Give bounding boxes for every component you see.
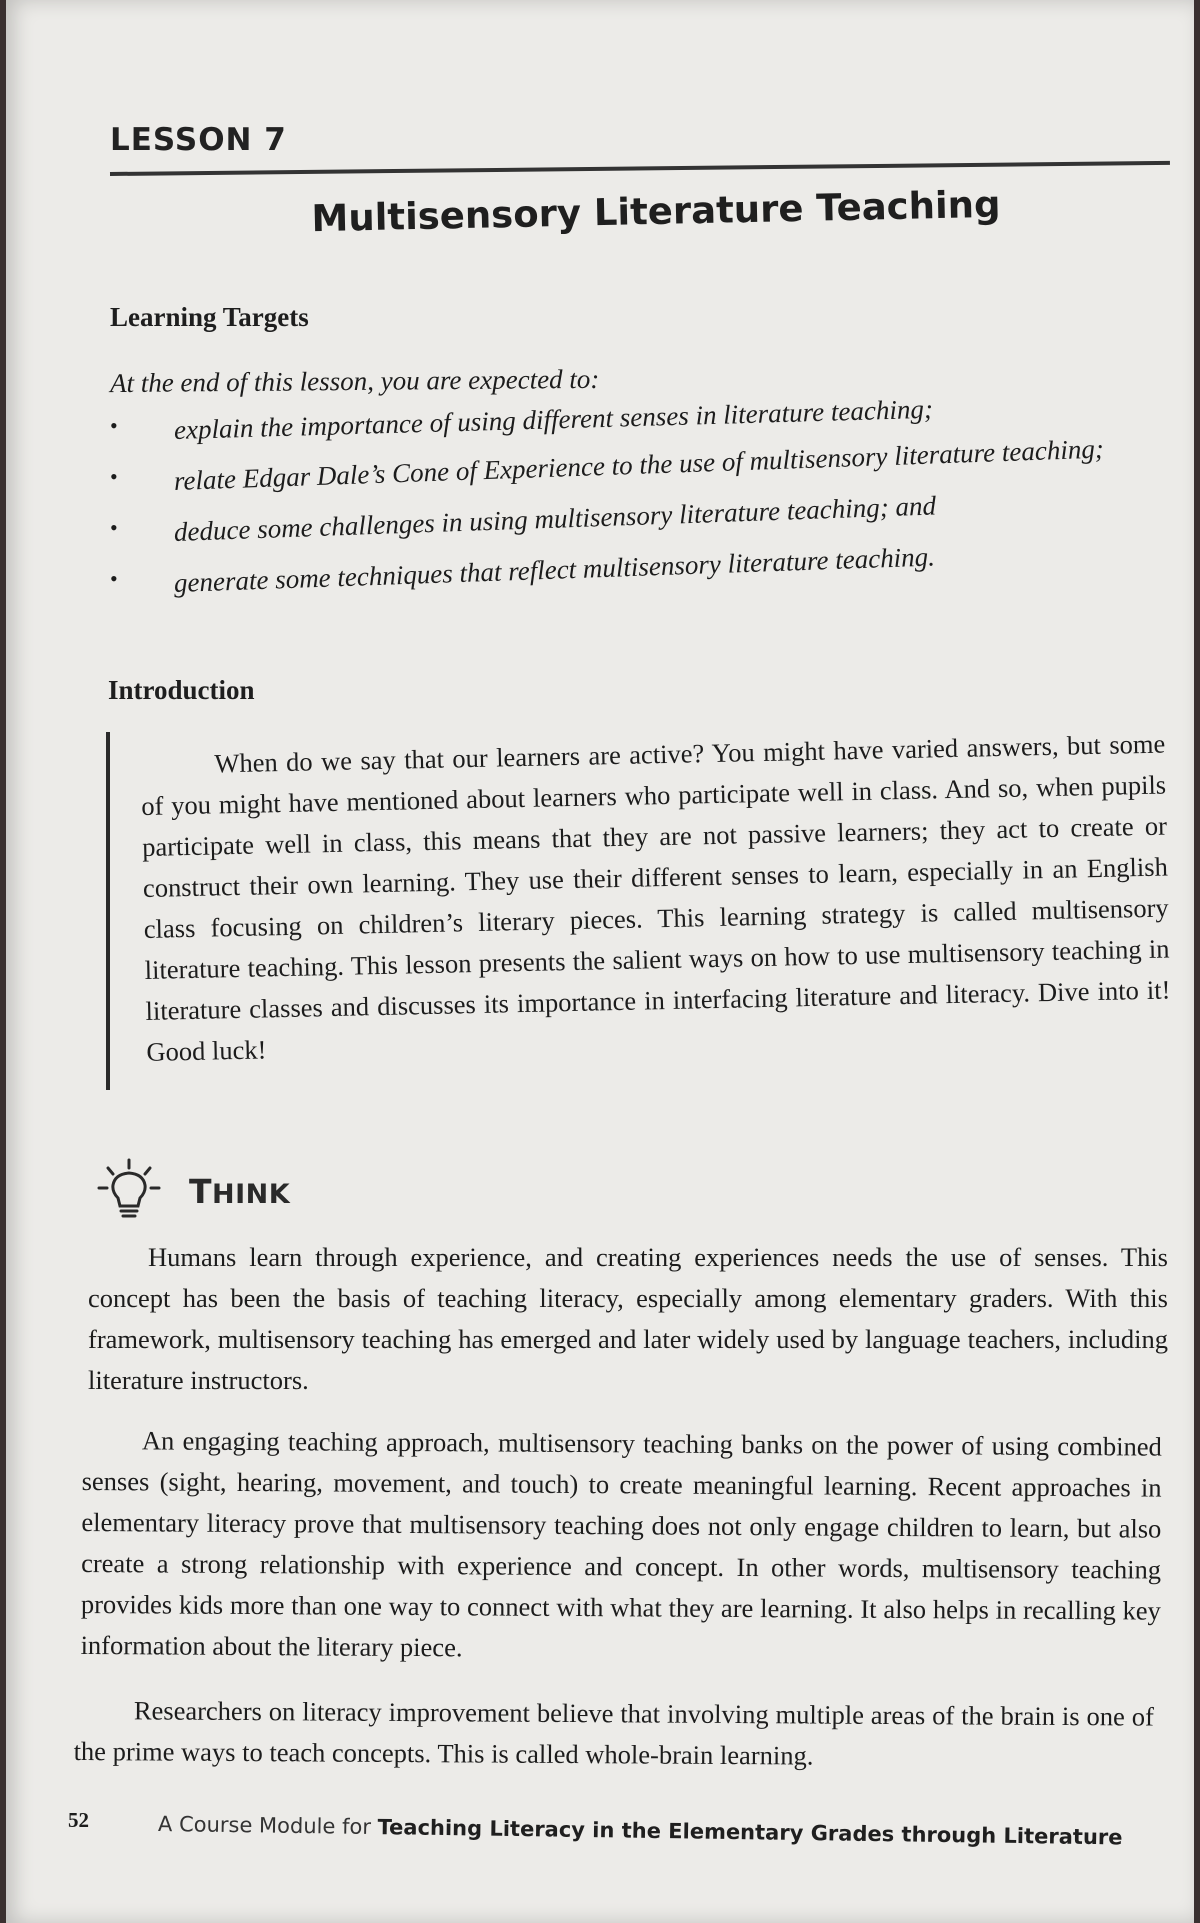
list-item: • generate some techniques that reflect multisensory literature teaching. xyxy=(110,541,936,598)
introduction-side-bar xyxy=(106,732,110,1090)
bullet-icon: • xyxy=(110,515,118,540)
think-paragraph-1: Humans learn through experience, and creating experiences needs the use of senses. This concept has been the basis of teaching literacy, especially among elementary graders. With this framework, multisensory teaching has emerged and later widely used by language teachers, including literature instructors. xyxy=(88,1242,1168,1395)
think-label: THINK xyxy=(189,1172,291,1211)
list-item: • relate Edgar Dale’s Cone of Experience to the use of multisensory literature teaching; xyxy=(110,433,1105,496)
page-number: 52 xyxy=(68,1808,89,1832)
introduction-heading: Introduction xyxy=(108,675,255,705)
learning-targets-intro: At the end of this lesson, you are expected to: xyxy=(109,363,600,399)
lightbulb-icon xyxy=(96,1158,162,1224)
introduction-paragraph: When do we say that our learners are active? You might have varied answers, but some of you might have mentioned about learners who participate well in class. And so, when pupils participate well in class, this means that they are not passive learners; they act to create or construct their own learning. They use their different senses to learn, especially in an English class focusing on children’s literary pieces. This learning strategy is called multisensory literature teaching. This lesson presents the salient ways on how to use multisensory teaching in literature classes and discusses its importance in interfacing literature and literacy. Dive into it! Good luck! xyxy=(140,728,1171,1067)
heading-rule xyxy=(110,161,1170,176)
learning-targets-heading: Learning Targets xyxy=(110,302,309,332)
bullet-icon: • xyxy=(110,566,118,591)
lesson-label: LESSON 7 xyxy=(110,122,287,158)
list-item: • explain the importance of using different senses in literature teaching; xyxy=(110,393,934,445)
list-item: • deduce some challenges in using multisensory literature teaching; and xyxy=(110,490,937,547)
footer-title: A Course Module for Teaching Literacy in the Elementary Grades through Literature xyxy=(157,1812,1123,1850)
bullet-icon: • xyxy=(110,464,118,489)
think-paragraph-2: An engaging teaching approach, multisensory teaching banks on the power of using combined senses (sight, hearing, movement, and touch) to create meaningful learning. Recent approaches in elementary literacy prove that multisensory teaching does not only engage children to learn, but also create a strong relationship with experience and concept. In other words, multisensory teaching provides kids more than one way to connect with what they are learning. It also helps in recalling key information about the literary piece. xyxy=(80,1425,1162,1663)
think-paragraph-3: Researchers on literacy improvement believe that involving multiple areas of the brain is one of the prime ways to teach concepts. This is called whole-brain learning. xyxy=(73,1695,1154,1771)
bullet-icon: • xyxy=(110,413,118,438)
lesson-title: Multisensory Literature Teaching xyxy=(311,182,1001,241)
learning-targets-list xyxy=(110,393,1170,609)
book-page xyxy=(6,0,1194,1923)
